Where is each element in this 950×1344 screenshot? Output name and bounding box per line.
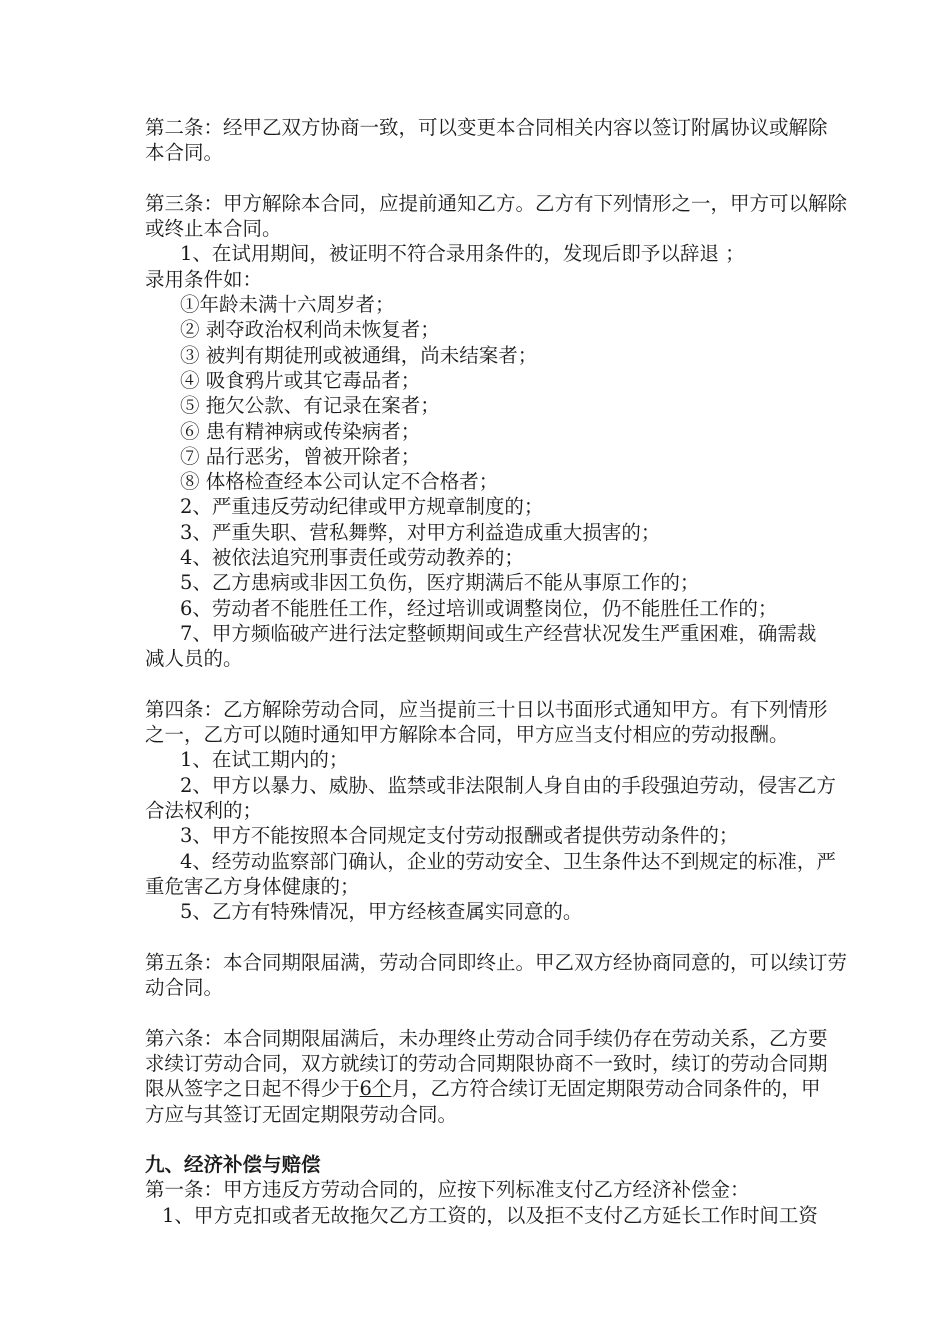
text-line: 第六条：本合同期限届满后，未办理终止劳动合同手续仍存在劳动关系，乙方要	[145, 1026, 828, 1050]
blank-line	[145, 1000, 813, 1025]
text-line: ⑤ 拖欠公款、有记录在案者；	[180, 394, 440, 418]
text-line: 本合同。	[145, 141, 224, 165]
text-line: 第一条：甲方违反方劳动合同的，应按下列标准支付乙方经济补偿金：	[145, 1178, 750, 1202]
section-heading: 九、经济补偿与赔偿	[145, 1153, 321, 1177]
text-line	[145, 1076, 821, 1101]
text-line: 重危害乙方身体健康的；	[145, 874, 360, 898]
text-line: 2、甲方以暴力、威胁、监禁或非法限制人身自由的手段强迫劳动，侵害乙方	[180, 773, 836, 797]
text-line: ⑦ 品行恶劣，曾被开除者；	[180, 444, 421, 468]
blank-line	[145, 166, 813, 191]
text-line: 7、甲方频临破产进行法定整顿期间或生产经营状况发生严重困难，确需裁	[180, 621, 817, 645]
text-line: 1、在试用期间，被证明不符合录用条件的，发现后即予以辞退 ；	[180, 242, 745, 266]
blank-line	[145, 925, 813, 950]
underlined-term: 6个	[359, 1077, 392, 1101]
blank-line	[145, 672, 813, 697]
text-line: 4、被依法追究刑事责任或劳动教养的；	[180, 546, 524, 570]
text-line: 5、乙方患病或非因工负伤，医疗期满后不能从事原工作的；	[180, 571, 700, 595]
text-line: 第四条：乙方解除劳动合同，应当提前三十日以书面形式通知甲方。有下列情形	[145, 697, 828, 721]
text-line: 5、乙方有特殊情况，甲方经核查属实同意的。	[180, 900, 583, 924]
text-line: 6、劳动者不能胜任工作，经过培训或调整岗位，仍不能胜任工作的；	[180, 596, 778, 620]
text-line: 减人员的。	[145, 647, 243, 671]
text-line: 3、严重失职、营私舞弊，对甲方利益造成重大损害的；	[180, 520, 661, 544]
blank-line	[145, 1127, 813, 1152]
text-line: 第五条：本合同期限届满，劳动合同即终止。甲乙双方经协商同意的，可以续订劳	[145, 950, 848, 974]
text-line: 第二条：经甲乙双方协商一致，可以变更本合同相关内容以签订附属协议或解除	[145, 116, 828, 139]
text-line: 3、甲方不能按照本合同规定支付劳动报酬或者提供劳动条件的；	[180, 824, 739, 848]
text-line: ⑧ 体格检查经本公司认定不合格者；	[180, 470, 499, 494]
text-line: 1、在试工期内的；	[180, 748, 349, 772]
text-line: 方应与其签订无固定期限劳动合同。	[145, 1102, 458, 1126]
text-line: 之一，乙方可以随时通知甲方解除本合同，甲方应当支付相应的劳动报酬。	[145, 723, 789, 747]
document-page	[145, 115, 848, 1228]
text-line: 4、经劳动监察部门确认，企业的劳动安全、卫生条件达不到规定的标准，严	[180, 849, 836, 873]
text-line: 1、甲方克扣或者无故拖欠乙方工资的，以及拒不支付乙方延长工作时间工资	[162, 1203, 818, 1227]
text-line: 2、严重违反劳动纪律或甲方规章制度的；	[180, 495, 544, 519]
text-line: ①年龄未满十六周岁者；	[180, 293, 395, 317]
text-line: 合法权利的；	[145, 799, 263, 823]
text-segment: 限从签字之日起不得少于	[145, 1077, 360, 1101]
text-line: 求续订劳动合同，双方就续订的劳动合同期限协商不一致时，续订的劳动合同期	[145, 1051, 828, 1075]
text-line: 或终止本合同。	[145, 217, 282, 241]
text-line: ⑥ 患有精神病或传染病者；	[180, 419, 421, 443]
text-line: 第三条：甲方解除本合同，应提前通知乙方。乙方有下列情形之一，甲方可以解除	[145, 191, 848, 215]
text-line: ④ 吸食鸦片或其它毒品者；	[180, 368, 421, 392]
text-line: 动合同。	[145, 976, 224, 1000]
text-line: ② 剥夺政治权利尚未恢复者；	[180, 318, 440, 342]
text-line: ③ 被判有期徒刑或被通缉，尚未结案者；	[180, 343, 538, 367]
text-line: 录用条件如：	[145, 267, 263, 291]
text-segment: 月，乙方符合续订无固定期限劳动合同条件的，甲	[391, 1077, 821, 1101]
